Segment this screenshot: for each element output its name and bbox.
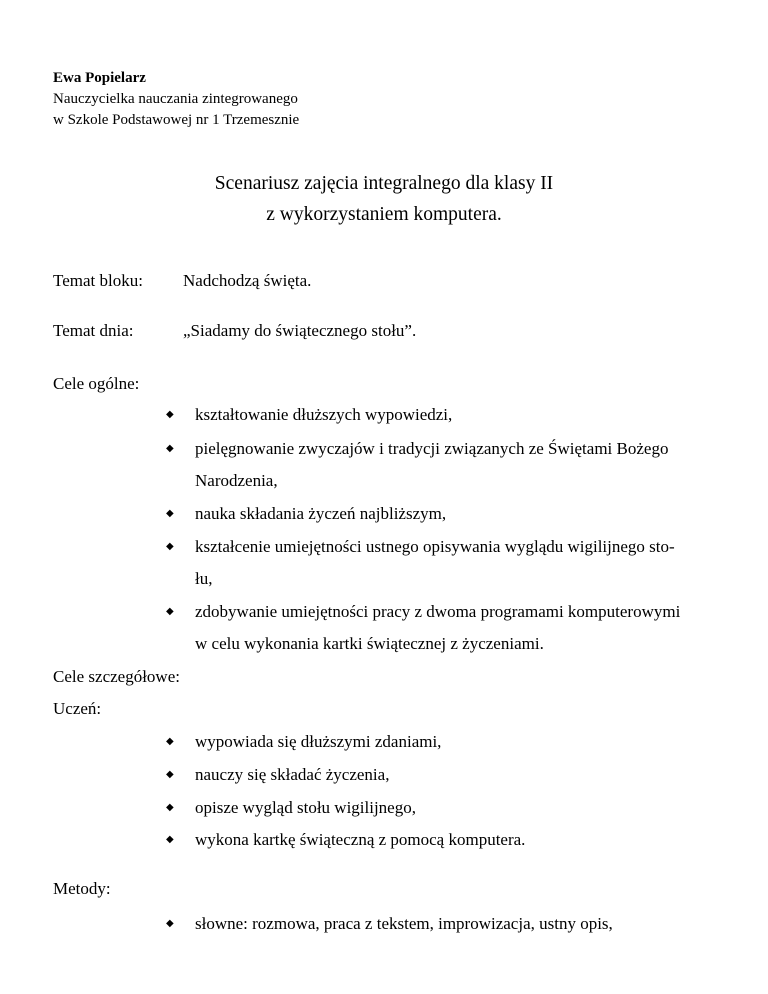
author-name: Ewa Popielarz xyxy=(53,70,146,86)
general-goal-item-continuation: łu, xyxy=(195,569,213,588)
topic-block-value: Nadchodzą święta. xyxy=(183,271,312,290)
bullet-icon: ◆ xyxy=(166,409,174,420)
general-goal-item: nauka składania życzeń najbliższym, xyxy=(195,504,447,523)
method-item: słowne: rozmowa, praca z tekstem, improwizacja, ustny opis, xyxy=(195,914,613,933)
document-title-line-1: Scenariusz zajęcia integralnego dla klasy II xyxy=(214,173,554,194)
general-goal-item: pielęgnowanie zwyczajów i tradycji związanych ze Świętami Bożego xyxy=(195,439,669,458)
specific-goal-item: opisze wygląd stołu wigilijnego, xyxy=(195,798,416,817)
bullet-icon: ◆ xyxy=(166,443,174,454)
bullet-icon: ◆ xyxy=(166,918,174,929)
general-goal-item-continuation: Narodzenia, xyxy=(195,471,278,490)
bullet-icon: ◆ xyxy=(166,541,174,552)
specific-goal-item: wypowiada się dłuższymi zdaniami, xyxy=(195,732,442,751)
topic-day-label: Temat dnia: xyxy=(53,321,134,340)
specific-goal-item: wykona kartkę świąteczną z pomocą komputera. xyxy=(195,830,526,849)
bullet-icon: ◆ xyxy=(166,802,174,813)
bullet-icon: ◆ xyxy=(166,769,174,780)
author-school: w Szkole Podstawowej nr 1 Trzemesznie xyxy=(53,112,300,128)
topic-day-value: „Siadamy do świątecznego stołu”. xyxy=(183,321,417,340)
methods-label: Metody: xyxy=(53,879,111,898)
general-goals-label: Cele ogólne: xyxy=(53,374,140,393)
general-goal-item-continuation: w celu wykonania kartki świątecznej z życzeniami. xyxy=(195,634,544,653)
general-goal-item: kształtowanie dłuższych wypowiedzi, xyxy=(195,405,453,424)
author-block xyxy=(53,68,299,131)
general-goal-item: kształcenie umiejętności ustnego opisywania wyglądu wigilijnego sto- xyxy=(195,537,675,556)
specific-goal-item: nauczy się składać życzenia, xyxy=(195,765,390,784)
bullet-icon: ◆ xyxy=(166,736,174,747)
document-title-line-2: z wykorzystaniem komputera. xyxy=(266,204,502,225)
topic-block-label: Temat bloku: xyxy=(53,271,143,290)
author-role: Nauczycielka nauczania zintegrowanego xyxy=(53,91,298,107)
bullet-icon: ◆ xyxy=(166,508,174,519)
student-label: Uczeń: xyxy=(53,699,102,718)
general-goal-item: zdobywanie umiejętności pracy z dwoma programami komputerowymi xyxy=(195,602,681,621)
bullet-icon: ◆ xyxy=(166,834,174,845)
specific-goals-label: Cele szczegółowe: xyxy=(53,667,180,686)
bullet-icon: ◆ xyxy=(166,606,174,617)
